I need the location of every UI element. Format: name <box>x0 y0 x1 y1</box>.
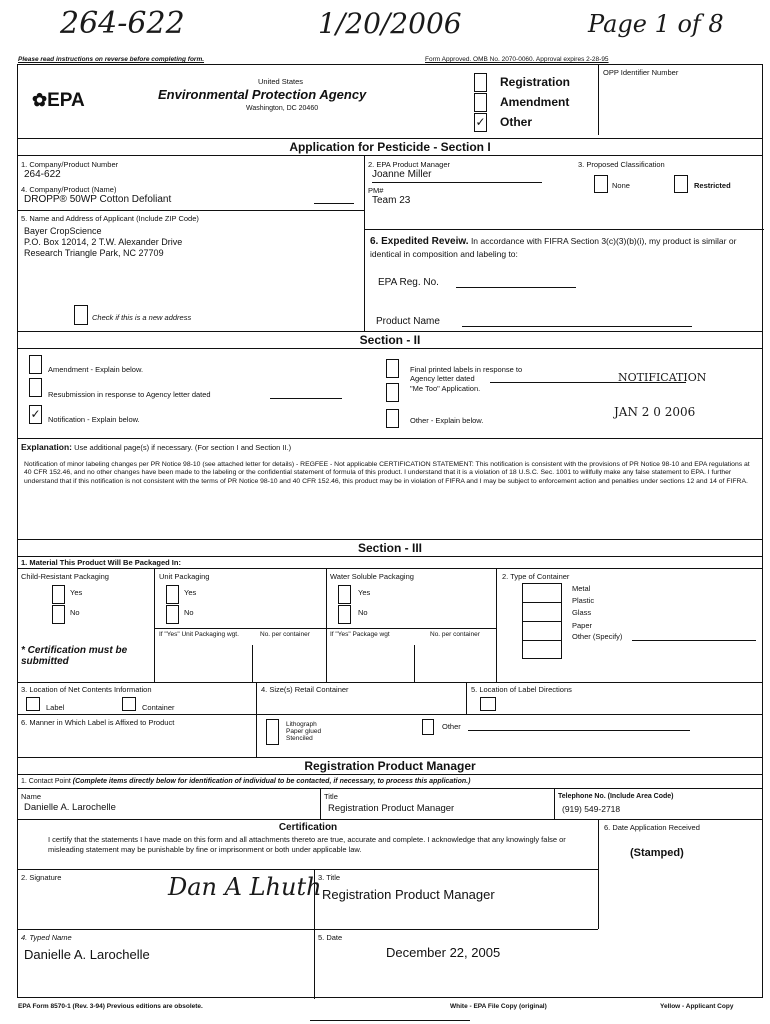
instructions-note: Please read instructions on reverse before completing form. <box>18 56 205 63</box>
amendment-checkbox[interactable] <box>474 93 487 112</box>
epa-reg-label: EPA Reg. No. <box>378 277 439 288</box>
net-label-checkbox[interactable] <box>26 697 40 711</box>
agency-letter-label: Agency letter dated <box>410 374 475 383</box>
contact-point: 1. Contact Point (Complete items directly below for identification of individual to be contacted, if necessary, to process this application.) <box>21 778 471 785</box>
net-container-checkbox[interactable] <box>122 697 136 711</box>
net-contents-label: 3. Location of Net Contents Information <box>21 685 152 694</box>
container-glass[interactable]: Glass <box>572 608 592 617</box>
affix-stenciled: Stenciled <box>286 735 313 742</box>
unit-weight-label: If "Yes" Unit Packaging wgt. <box>159 631 239 638</box>
certification-note: * Certification must be submitted <box>21 645 128 667</box>
me-too-label: "Me Too" Application. <box>410 384 481 393</box>
crp-label: Child-Resistant Packaging <box>21 572 109 581</box>
approval-note: Form Approved. OMB No. 2070-0060. Approval expires 2-28-95 <box>425 56 609 63</box>
title-label: Title <box>324 792 338 801</box>
container-paper[interactable]: Paper <box>572 621 593 630</box>
package-per-container-label: No. per container <box>430 631 480 638</box>
label-directions-label: 5. Location of Label Directions <box>471 685 572 694</box>
classification-none-label: None <box>612 181 630 190</box>
stamped-label: (Stamped) <box>630 847 684 859</box>
title3-value: Registration Product Manager <box>322 887 495 902</box>
epa-flower-icon: ✿ <box>32 90 48 110</box>
water-no-label: No <box>358 608 368 617</box>
container-other[interactable]: Other (Specify) <box>572 632 623 641</box>
water-no-checkbox[interactable] <box>338 605 351 624</box>
contact-name: Danielle A. Larochelle <box>24 802 116 813</box>
container-plastic[interactable]: Plastic <box>572 596 595 605</box>
agency-name: Environmental Protection Agency <box>158 87 367 102</box>
company-product-number-label: 1. Company/Product Number <box>21 160 119 169</box>
container-metal[interactable]: Metal <box>572 584 591 593</box>
manner-affixed-label: 6. Manner in Which Label is Affixed to Product <box>21 718 175 727</box>
applicant-line-3: Research Triangle Park, NC 27709 <box>24 248 164 258</box>
amendment-label: Amendment <box>500 95 570 109</box>
signature: Dan A Lhuth <box>168 873 322 901</box>
contact-phone: (919) 549-2718 <box>562 804 621 814</box>
date-received-label: 6. Date Application Received <box>604 823 700 832</box>
certification-title: Certification <box>278 822 338 833</box>
white-copy: White - EPA File Copy (original) <box>450 1003 547 1010</box>
explanation-heading: Explanation: Use additional page(s) if necessary. (For section I and Section II.) <box>21 442 292 452</box>
notification-label: Notification - Explain below. <box>48 415 140 424</box>
resubmission-label: Resubmission in response to Agency letter dated <box>48 390 211 399</box>
contact-title: Registration Product Manager <box>328 803 455 814</box>
typed-name: Danielle A. Larochelle <box>24 947 150 962</box>
typed-name-label: 4. Typed Name <box>21 933 72 942</box>
net-container-option: Container <box>142 703 175 712</box>
crp-yes-checkbox[interactable] <box>52 585 65 604</box>
packaging-question: 1. Material This Product Will Be Packaged In: <box>21 558 181 567</box>
other-label: Other <box>500 115 533 129</box>
footer-rule <box>310 1020 470 1021</box>
container-type-label: 2. Type of Container <box>502 572 570 581</box>
affix-other-checkbox[interactable] <box>422 719 434 735</box>
unit-no-label: No <box>184 608 194 617</box>
net-label-option: Label <box>46 703 65 712</box>
amendment-explain-checkbox[interactable] <box>29 355 42 374</box>
amendment-explain-label: Amendment - Explain below. <box>48 365 144 374</box>
applicant-label: 5. Name and Address of Applicant (Include ZIP Code) <box>21 214 199 223</box>
crp-no-label: No <box>70 608 80 617</box>
company-product-number: 264-622 <box>24 169 61 180</box>
registration-label: Registration <box>500 75 571 89</box>
company-product-name-label: 4. Company/Product (Name) <box>21 185 117 194</box>
resubmission-checkbox[interactable] <box>29 378 42 397</box>
product-manager: Joanne Miller <box>372 169 432 180</box>
title3-label: 3. Title <box>318 873 341 882</box>
notification-stamp-line2: JAN 2 0 2006 <box>614 405 696 419</box>
name-label: Name <box>21 792 42 801</box>
registration-checkbox[interactable] <box>474 73 487 92</box>
water-soluble-label: Water Soluble Packaging <box>330 572 414 581</box>
classification-restricted-checkbox[interactable] <box>674 175 688 193</box>
application-form <box>17 64 763 998</box>
new-address-label: Check if this is a new address <box>92 313 192 322</box>
signed-date: December 22, 2005 <box>386 945 501 960</box>
yellow-copy: Yellow - Applicant Copy <box>660 1003 734 1010</box>
agency-address: Washington, DC 20460 <box>246 105 319 112</box>
unit-no-checkbox[interactable] <box>166 605 179 624</box>
sizes-label: 4. Size(s) Retail Container <box>261 685 349 694</box>
product-manager-label: 2. EPA Product Manager <box>368 160 450 169</box>
unit-packaging-label: Unit Packaging <box>159 572 210 581</box>
unit-yes-label: Yes <box>184 588 197 597</box>
other-explain-checkbox[interactable] <box>386 409 399 428</box>
notification-stamp-line1: NOTIFICATION <box>618 371 707 384</box>
final-printed-label: Final printed labels in response to <box>410 365 523 374</box>
classification-none-checkbox[interactable] <box>594 175 608 193</box>
other-explain-label: Other - Explain below. <box>410 416 484 425</box>
classification-restricted-label: Restricted <box>694 181 731 190</box>
water-yes-checkbox[interactable] <box>338 585 351 604</box>
me-too-checkbox[interactable] <box>386 383 399 402</box>
other-checkbox[interactable]: ✓ <box>474 113 487 132</box>
crp-yes-label: Yes <box>70 588 83 597</box>
unit-per-container-label: No. per container <box>260 631 310 638</box>
affix-method-checkbox[interactable] <box>266 719 279 745</box>
affix-lithograph: Lithograph <box>286 721 317 728</box>
opp-identifier-label: OPP Identifier Number <box>603 68 679 77</box>
classification-label: 3. Proposed Classification <box>578 160 665 169</box>
water-yes-label: Yes <box>358 588 371 597</box>
unit-yes-checkbox[interactable] <box>166 585 179 604</box>
company-product-name: DROPP® 50WP Cotton Defoliant <box>24 194 172 205</box>
pm-value: Team 23 <box>372 195 411 206</box>
signature-label: 2. Signature <box>21 873 62 882</box>
section1-title: Application for Pesticide - Section I <box>18 138 762 156</box>
united-states: United States <box>258 77 304 86</box>
explanation-text: Notification of minor labeling changes per PR Notice 98-10 (see attached letter for details) - REGFEE - Not applicable CERTIFICATION STATEMENT: This notification is consistent with the provisions of PR Notice 98-10 and EPA regulations at 40 CFR 152.46, and no other changes have been made to the labeling or the confidential statement of formula of this product. I understand that it is a violation of 18 U.S.C. Sec. 1001 to willfully make any false statement to EPA. I further understand that if this notification is not consistent with the terms of PR Notice 98-10 and 40 CFR 152.46, this product may be in violation of FIFRA and I may be subject to enforcement action and penalties under sections 12 and 14 of FIFRA. <box>24 461 750 485</box>
label-directions-box[interactable] <box>480 697 496 711</box>
new-address-checkbox[interactable] <box>74 305 88 325</box>
pm-label: PM# <box>368 186 384 195</box>
expedited-review: 6. Expedited Reveiw. In accordance with FIFRA Section 3(c)(3)(b)(i), my product is similar or identical in composition and labeling to: <box>370 236 737 259</box>
applicant-line-2: P.O. Box 12014, 2 T.W. Alexander Drive <box>24 237 183 247</box>
final-printed-checkbox[interactable] <box>386 359 399 378</box>
applicant-line-1: Bayer CropScience <box>24 226 102 236</box>
affix-paper-glued: Paper glued <box>286 728 322 735</box>
epa-logo: ✿EPA <box>32 90 85 111</box>
crp-no-checkbox[interactable] <box>52 605 65 624</box>
handwritten-date: 1/20/2006 <box>318 7 462 40</box>
certification-text: I certify that the statements I have made on this form and all attachments thereto are true, accurate and complete. I acknowledge that any knowingly false or misleading statement may be punishable by fine or imprisonment or both under applicable law. <box>48 835 566 854</box>
product-name-label: Product Name <box>376 316 440 327</box>
handwritten-page: Page 1 of 8 <box>588 10 724 38</box>
handwritten-number: 264-622 <box>60 6 185 41</box>
date-label: 5. Date <box>318 933 343 942</box>
section3-title: Section - III <box>18 539 762 557</box>
section4-title: Registration Product Manager <box>18 757 762 775</box>
phone-label: Telephone No. (Include Area Code) <box>558 793 674 800</box>
form-id: EPA Form 8570-1 (Rev. 3-94) Previous editions are obsolete. <box>18 1003 203 1010</box>
section2-title: Section - II <box>18 331 762 349</box>
notification-checkbox[interactable]: ✓ <box>29 405 42 424</box>
affix-other-label: Other <box>442 722 461 731</box>
package-weight-label: If "Yes" Package wgt <box>330 631 390 638</box>
